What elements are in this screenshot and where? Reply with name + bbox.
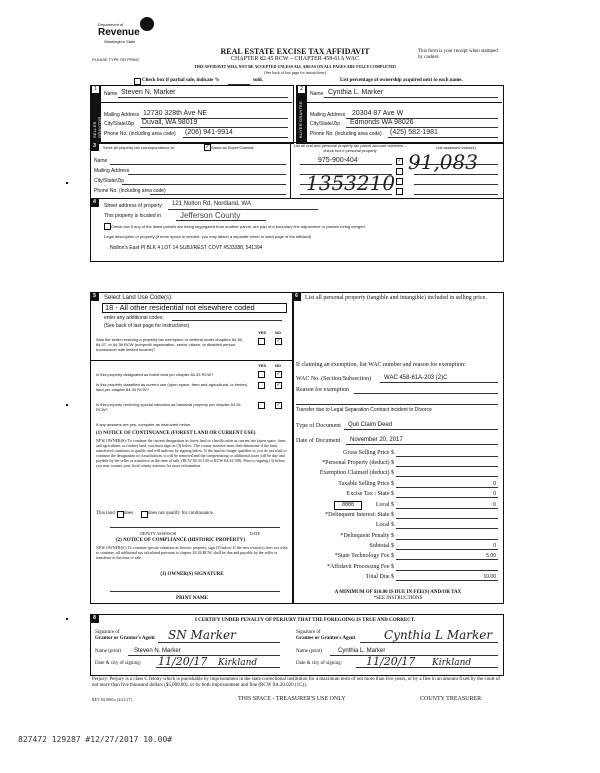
calc-line-processing-fee: [396, 570, 498, 571]
assessed-header: List assessed value(s): [436, 145, 476, 150]
tax-calculation: [296, 450, 500, 585]
buyer-city-label: City/State/Zip: [310, 121, 341, 127]
calc-line-delinq-state: [396, 518, 498, 519]
doc-type-line: [344, 429, 498, 430]
corr-name-line[interactable]: [110, 164, 286, 165]
seller-name-line: [118, 97, 288, 98]
doc-date-line: [346, 444, 498, 445]
q2-no-checkbox[interactable]: ✓: [276, 371, 281, 377]
grantor-city[interactable]: Kirkland: [218, 658, 258, 668]
section5-mid-rule: [90, 360, 292, 361]
calc-label-total: Total Due $: [365, 574, 394, 580]
local-code[interactable]: 0000: [334, 501, 362, 510]
margin-mark-2: [66, 404, 68, 406]
q4-no-checkbox[interactable]: ✓: [276, 402, 281, 408]
buyer-side-label: BUYER GRANTEE: [298, 101, 303, 138]
street-label: Street address of property:: [104, 203, 164, 209]
calc-value-total[interactable]: 10.00: [483, 574, 496, 580]
agency-line1: Department of: [98, 22, 124, 27]
seller-phone-line: [183, 137, 288, 138]
calc-value-taxable[interactable]: 0: [493, 481, 496, 487]
buyer-name[interactable]: Cynthia L. Marker: [328, 89, 384, 96]
yes-header-1: YES: [258, 330, 267, 335]
calc-label-taxable: Taxable Selling Price $: [338, 481, 394, 487]
buyer-city-line: [346, 127, 498, 128]
county-line: [176, 220, 266, 221]
seller-name[interactable]: Steven N. Marker: [121, 89, 176, 96]
personal-property-label: List all personal property (tangible and intangible) included in selling price.: [305, 295, 487, 301]
street-line: [168, 209, 318, 210]
calc-line-delinq-local: [396, 528, 498, 529]
handwritten-assessed-value: 91,083: [408, 150, 478, 174]
parcel-line-1: [300, 164, 392, 165]
doc-date-label: Date of Document: [296, 438, 341, 444]
grantee-name-label: Name (print): [296, 649, 322, 654]
does-label: does: [124, 511, 134, 516]
calc-label-excise-state: Excise Tax : State $: [346, 491, 394, 497]
calc-value-excise-local[interactable]: 0: [493, 502, 496, 508]
reason-line-2: [296, 404, 498, 405]
historic-body: NEW OWNER(S): To continue special valuation as historic property, sign (3) below. If the new owner(s) does not wish to continue, all additional tax calculated pursuant to chapter 84.26 RCW, shall be due and payable by the seller or transferor at the time of sale.: [96, 545, 288, 560]
assessed-line-4: [414, 194, 498, 195]
wac-label: WAC No. (Section/Subsection): [296, 376, 372, 382]
section6-num: 6: [292, 292, 301, 301]
receipt-note: This form is your receipt when stamped by cashier.: [418, 49, 498, 60]
margin-mark-1: [66, 182, 68, 184]
margin-mark-3: [66, 618, 68, 620]
section5-num: 5: [90, 292, 99, 301]
same-as-buyer-label: Same as Buyer/Grantee: [211, 145, 254, 150]
corr-mailing-label: Mailing Address: [94, 168, 130, 174]
calc-line-excise-state: [396, 497, 498, 498]
grantee-sig-label: Signature of: [296, 630, 321, 635]
buyer-mailing[interactable]: 20304 87 Ave W: [352, 110, 404, 117]
land-use-see-back: (See back of last page for instructions): [104, 323, 190, 329]
deputy-line[interactable]: [110, 527, 280, 528]
grantee-sig-label-2: Grantee or Grantee's Agent: [296, 636, 356, 641]
calc-line-excise-local: [396, 508, 498, 509]
seller-num: 1: [92, 86, 99, 93]
sold-label: sold.: [253, 78, 263, 83]
exemption-reason[interactable]: Transfer due to Legal Separation Contract incident to Divorce: [296, 407, 432, 413]
calc-label-delinq-state: *Delinquent Interest: State $: [325, 512, 394, 518]
seller-phone-label: Phone No. (including area code): [104, 131, 176, 137]
seller-city-label: City/State/Zip: [104, 121, 135, 127]
q3-yes-checkbox[interactable]: [258, 382, 265, 389]
grantor-sig-label-2: Grantor or Grantor's Agent: [95, 636, 155, 641]
calc-label-processing-fee: *Affidavit Processing Fee $: [326, 564, 394, 570]
form-title: REAL ESTATE EXCISE TAX AFFIDAVIT: [220, 47, 370, 56]
minimum-note: A MINIMUM OF $10.00 IS DUE IN FEE(S) AND/OR TAX: [334, 590, 462, 595]
continuance-title: (1) NOTICE OF CONTINUANCE (FOREST LAND OR CURRENT USE): [96, 431, 256, 436]
does-not-label: does not qualify for continuance.: [148, 511, 214, 516]
calc-line-tech-fee: [396, 559, 498, 560]
calc-label-penalty: *Delinquent Penalty $: [340, 533, 394, 539]
seller-mailing[interactable]: 12730 328th Ave NE: [143, 110, 208, 117]
doc-date[interactable]: November 20, 2017: [350, 437, 403, 443]
reason-line: [354, 393, 498, 394]
grantor-date-label: Date & city of signing:: [95, 661, 142, 666]
rev-number: REV 84 0001a (4/21/17): [92, 697, 132, 702]
print-name-label: PRINT NAME: [176, 596, 208, 601]
does-checkbox[interactable]: [117, 511, 124, 518]
same-as-buyer-checkbox[interactable]: ✓: [205, 144, 210, 150]
owner-signature-line[interactable]: [110, 591, 280, 592]
corr-mailing-line[interactable]: [128, 174, 286, 175]
q1-no-checkbox[interactable]: ✓: [276, 338, 281, 344]
grantor-name-label: Name (print): [95, 649, 121, 654]
does-not-checkbox[interactable]: [141, 511, 148, 518]
owner-signature-label: (3) OWNER(S) SIGNATURE: [160, 572, 224, 577]
seller-divider: [101, 102, 292, 103]
personal-property-checkbox-2[interactable]: [396, 168, 403, 175]
grantee-date-label: Date & city of signing:: [296, 661, 343, 666]
q2-yes-checkbox[interactable]: [258, 371, 265, 378]
list-pct-note: List percentage of ownership acquired next to each name.: [340, 78, 463, 83]
segregated-checkbox[interactable]: [104, 223, 111, 230]
grantee-signature: Cynthia L Marker: [384, 628, 493, 642]
partial-sale-label: Check box if partial sale, indicate %: [142, 78, 220, 83]
q4-yes-checkbox[interactable]: [258, 402, 265, 409]
buyer-phone[interactable]: (425) 582-1981: [390, 129, 438, 136]
grantee-city[interactable]: Kirkland: [432, 658, 472, 668]
parcel-header: List all real and personal property tax parcel account numbers – check box if personal property: [293, 143, 407, 153]
calc-label-subtotal: Subtotal $: [369, 543, 394, 549]
grantor-sig-label: Signature of: [95, 630, 120, 635]
additional-codes-label: enter any additional codes:: [104, 315, 164, 321]
calc-line-gross: [396, 456, 498, 457]
calc-label-exemption: Exemption Claimed (deduct) $: [319, 470, 394, 476]
seller-phone[interactable]: (206) 941-9914: [185, 129, 233, 136]
land-use-code[interactable]: 18 - All other residential not elsewhere coded: [102, 303, 287, 313]
calc-line-taxable: [396, 487, 498, 488]
deputy-assessor-label: DEPUTY ASSESSOR: [140, 531, 177, 536]
calc-label-personal: *Personal Property (deduct) $: [322, 460, 394, 466]
certify-statement: I CERTIFY UNDER PENALTY OF PERJURY THAT THE FOREGOING IS TRUE AND CORRECT.: [194, 618, 415, 623]
assessed-line-3: [414, 184, 498, 185]
corr-city-line[interactable]: [122, 184, 286, 185]
deputy-date-label: DATE: [250, 531, 261, 536]
buyer-city[interactable]: Edmonds WA 98026: [350, 119, 414, 126]
no-header-2: NO: [275, 363, 281, 368]
street-address[interactable]: 121 Nolton Rd, Nordland, WA: [172, 201, 251, 207]
located-label: This property is located in: [104, 213, 161, 219]
calc-value-subtotal[interactable]: 0: [493, 543, 496, 549]
section3-num: 3: [90, 142, 99, 151]
calc-line-personal: [396, 466, 498, 467]
calc-label-gross: Gross Selling Price $: [343, 450, 394, 456]
corr-phone-line[interactable]: [150, 194, 286, 195]
type-print-note: PLEASE TYPE OR PRINT: [92, 57, 140, 62]
legal-label: Legal description of property (if more space is needed, you may attach a separate sheet to each page of the affidavit): [104, 234, 312, 239]
perjury-note: Perjury: Perjury is a class C felony which is punishable by imprisonment in the state correctional institution for a maximum term of not more than five years, or by a fine in an amount fixed by the court of not more than five thousand dollars ($5,000.00), or by both imprisonment and fine (RCW 9A.20.020 (1C)).: [92, 677, 501, 688]
calc-value-excise-state[interactable]: 0: [493, 491, 496, 497]
seller-city[interactable]: Duvall, WA 98019: [142, 119, 198, 126]
handwritten-parcel-number: 1353210: [306, 171, 396, 195]
logo-mark-icon: [140, 17, 154, 31]
agency-state: Washington State: [104, 39, 136, 44]
grantee-date[interactable]: 11/20/17: [366, 655, 416, 668]
personal-property-checkbox-3[interactable]: [396, 178, 403, 185]
buyer-num: 2: [298, 86, 305, 93]
see-instructions-note: *SEE INSTRUCTIONS: [373, 596, 423, 601]
land-qualify-label: This land: [96, 511, 115, 516]
no-header-1: NO: [275, 330, 281, 335]
historic-question: Is this property receiving special valuation as historical property per chapter 84.26 RCW?: [96, 402, 241, 412]
q3-no-checkbox[interactable]: ✓: [276, 382, 281, 388]
seller-side-label: SELLER GRANTOR: [92, 116, 102, 138]
grantor-sig-line[interactable]: [158, 642, 280, 643]
personal-property-checkbox-4[interactable]: [396, 188, 403, 195]
calc-label-excise-local: Local $: [375, 502, 394, 508]
recording-stamp: 827472 129287 #12/27/2017 10.00#: [18, 735, 173, 744]
form-warning: THIS AFFIDAVIT WILL NOT BE ACCEPTED UNLESS ALL AREAS ON ALL PAGES ARE FULLY COMPLETED: [194, 64, 396, 69]
personal-property-checkbox-1[interactable]: ✓: [397, 158, 402, 164]
land-use-label: Select Land Use Code(s):: [104, 295, 173, 301]
yes-header-2: YES: [258, 363, 267, 368]
seller-mailing-label: Mailing Address: [104, 112, 140, 118]
agency-brand: Revenue: [98, 27, 140, 38]
calc-line-penalty: [396, 539, 498, 540]
doc-type[interactable]: Quit Claim Deed: [348, 422, 393, 428]
parcel-number[interactable]: 975-900-404: [318, 157, 358, 164]
corr-city-label: City/State/Zip: [94, 178, 125, 184]
segregated-label: Check box if any of the listed parcels are being segregated from another parcel, are part of a boundary line adjustment or parcels being merged.: [111, 224, 366, 229]
dor-logo: [98, 17, 158, 49]
grantee-name[interactable]: Cynthia L. Marker: [338, 648, 386, 654]
calc-line-subtotal: [396, 549, 498, 550]
grantor-signature: SN Marker: [168, 628, 236, 642]
buyer-divider: [307, 102, 502, 103]
calc-value-tech-fee[interactable]: 5.00: [486, 553, 496, 559]
exemption-question: Was the seller receiving a property tax exemption or deferral under chapters 84.36, 84.37, or 84.38 RCW (nonprofit organization, senior citizen, or disabled person, homeowner with limited income)?: [96, 337, 243, 352]
exemption-question-label: If claiming an exemption, list WAC number and reason for exemption:: [296, 362, 466, 368]
calc-label-delinq-local: Local $: [375, 522, 394, 528]
corr-phone-label: Phone No. (including area code): [94, 188, 166, 194]
historic-title: (2) NOTICE OF COMPLIANCE (HISTORIC PROPERTY): [116, 538, 245, 543]
calc-line-exemption: [396, 476, 498, 477]
partial-sale-checkbox[interactable]: [134, 78, 141, 85]
treasurer-only-label: THIS SPACE - TREASURER'S USE ONLY: [238, 696, 346, 702]
corr-name-label: Name: [94, 158, 108, 164]
seller-name-label: Name: [104, 91, 118, 97]
wac-number[interactable]: WAC 458-61A-203 (2)C: [384, 375, 448, 381]
additional-codes-line[interactable]: [172, 320, 282, 321]
current-use-question: Is this property classified as current use (open space, farm and agricultural, or timber) land per chapter 84.34 RCW?: [96, 382, 248, 392]
q1-yes-checkbox[interactable]: [258, 338, 265, 345]
wac-line: [380, 382, 498, 383]
county[interactable]: Jefferson County: [180, 211, 241, 220]
section8-num: 8: [90, 614, 99, 623]
form-chapter: CHAPTER 82.45 RCW – CHAPTER 458-61A WAC: [231, 56, 359, 62]
doc-type-label: Type of Document: [296, 423, 341, 429]
buyer-phone-line: [388, 137, 498, 138]
grantor-date[interactable]: 11/20/17: [158, 655, 208, 668]
buyer-mailing-label: Mailing Address: [310, 112, 346, 118]
grantee-sig-line[interactable]: [360, 642, 498, 643]
forest-question: Is this property designated as forest land per chapter 84.33 RCW?: [96, 372, 214, 377]
calc-line-total: [396, 580, 498, 581]
assessed-line-2: [414, 174, 498, 175]
buyer-phone-label: Phone No. (including area code): [310, 131, 382, 137]
grantor-name[interactable]: Steven N. Marker: [134, 648, 181, 654]
correspondence-label: Send all property tax correspondence to:: [103, 145, 176, 150]
any-yes-note: If any answers are yes, complete as instructed below.: [96, 422, 191, 427]
seller-city-line: [140, 127, 288, 128]
buyer-name-label: Name: [310, 91, 324, 97]
reason-label: Reason for exemption: [296, 387, 349, 393]
section4-num: 4: [90, 198, 99, 207]
section3-divider: [290, 142, 291, 198]
continuance-body: NEW OWNER(S): To continue the current designation as forest land or classification as current use (open space, farm and agriculture, or timber) land, you must sign on (3) below. The county assessor must then determine if the land transferred continues to qualify and will indicate by signing below. If the land no longer qualifies or you do not wish to continue the designation or classification, it will be removed and the compensating or additional taxes will be due and payable by the seller or transferor at the time of sale. (RCW 84.33.140 or RCW 84.34.108). Prior to signing (3) below, you may contact your local county assessor for more information.: [96, 438, 287, 468]
legal-description[interactable]: Nolton's East Pl BLK 4 LOT 14 SUBJ/REST COVT #533288, 541394: [110, 245, 263, 251]
county-treasurer-label: COUNTY TREASURER: [420, 696, 482, 702]
form-see-back: (See back of last page for instructions): [264, 70, 326, 75]
calc-label-tech-fee: *State Technology Fee $: [334, 553, 394, 559]
buyer-name-line: [324, 97, 498, 98]
